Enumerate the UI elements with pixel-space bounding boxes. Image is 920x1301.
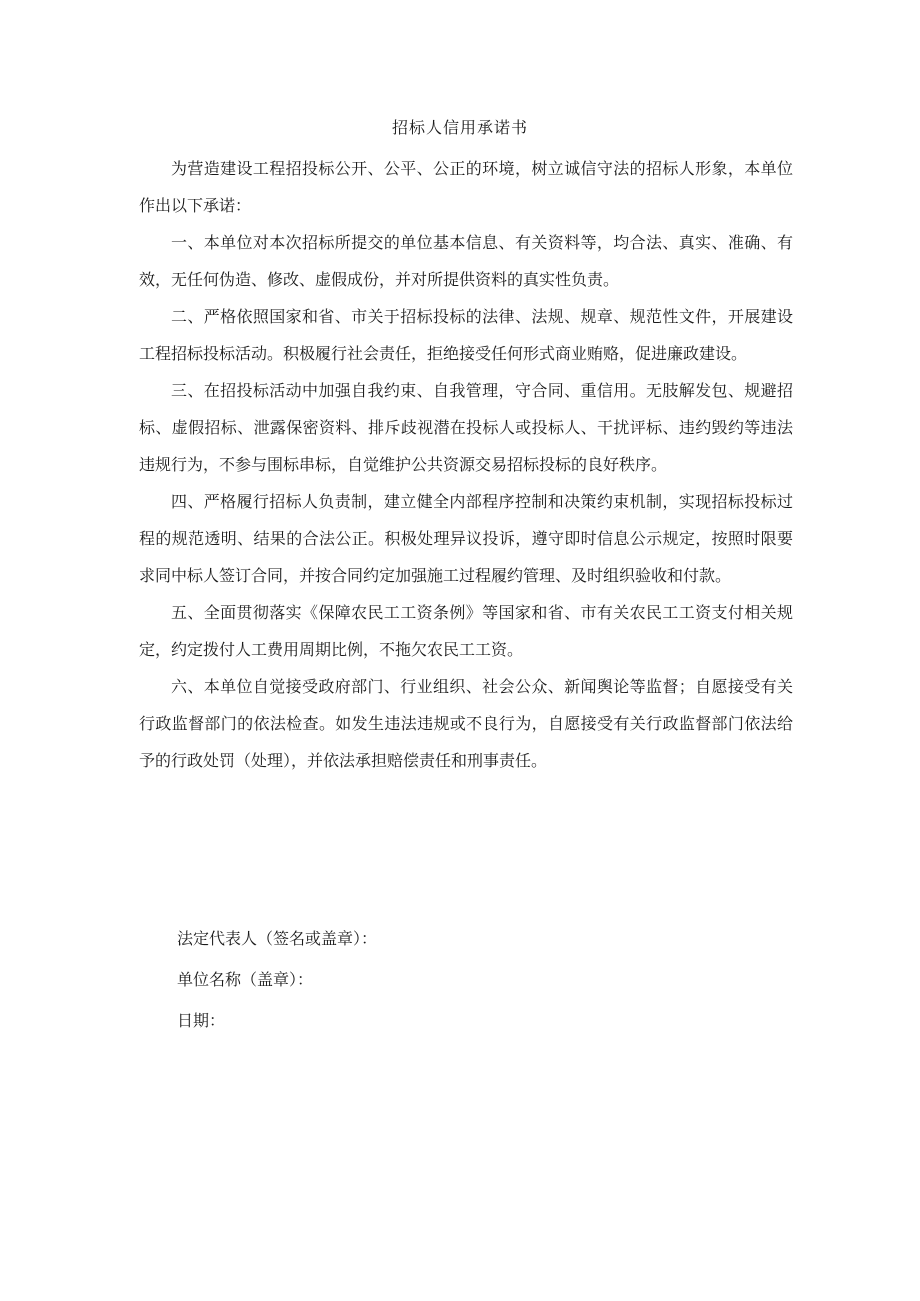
paragraph-commitment-3: 三、在招投标活动中加强自我约束、自我管理，守合同、重信用。无肢解发包、规避招标、虚假招标、泄露保密资料、排斥歧视潜在投标人或投标人、干扰评标、违约毁约等违法违规行为，不参与围标串标，自觉维护公共资源交易招标投标的良好秩序。	[139, 381, 793, 474]
legal-representative-label: 法定代表人（签名或盖章）：	[177, 929, 378, 948]
paragraph-commitment-6: 六、本单位自觉接受政府部门、行业组织、社会公众、新闻舆论等监督；自愿接受有关行政监督部门的依法检查。如发生违法违规或不良行为，自愿接受有关行政监督部门依法给予的行政处罚（处理），并依法承担赔偿责任和刑事责任。	[139, 677, 793, 770]
organization-name-label: 单位名称（盖章）：	[177, 970, 314, 989]
date-label: 日期：	[177, 1011, 226, 1030]
paragraph-intro: 为营造建设工程招投标公开、公平、公正的环境，树立诚信守法的招标人形象，本单位作出以下承诺：	[139, 159, 793, 215]
document-body	[139, 150, 793, 779]
paragraph-commitment-5: 五、全面贯彻落实《保障农民工工资条例》等国家和省、市有关农民工工资支付相关规定，约定拨付人工费用周期比例，不拖欠农民工工资。	[139, 603, 793, 659]
paragraph-commitment-2: 二、严格依照国家和省、市关于招标投标的法律、法规、规章、规范性文件，开展建设工程招标投标活动。积极履行社会责任，拒绝接受任何形式商业贿赂，促进廉政建设。	[139, 307, 793, 363]
paragraph-commitment-1: 一、本单位对本次招标所提交的单位基本信息、有关资料等，均合法、真实、准确、有效，无任何伪造、修改、虚假成份，并对所提供资料的真实性负责。	[139, 233, 793, 289]
signature-block	[177, 918, 777, 1041]
document-title: 招标人信用承诺书	[391, 118, 528, 137]
paragraph-commitment-4: 四、严格履行招标人负责制，建立健全内部程序控制和决策约束机制，实现招标投标过程的规范透明、结果的合法公正。积极处理异议投诉，遵守即时信息公示规定，按照时限要求同中标人签订合同，并按合同约定加强施工过程履约管理、及时组织验收和付款。	[139, 492, 793, 585]
